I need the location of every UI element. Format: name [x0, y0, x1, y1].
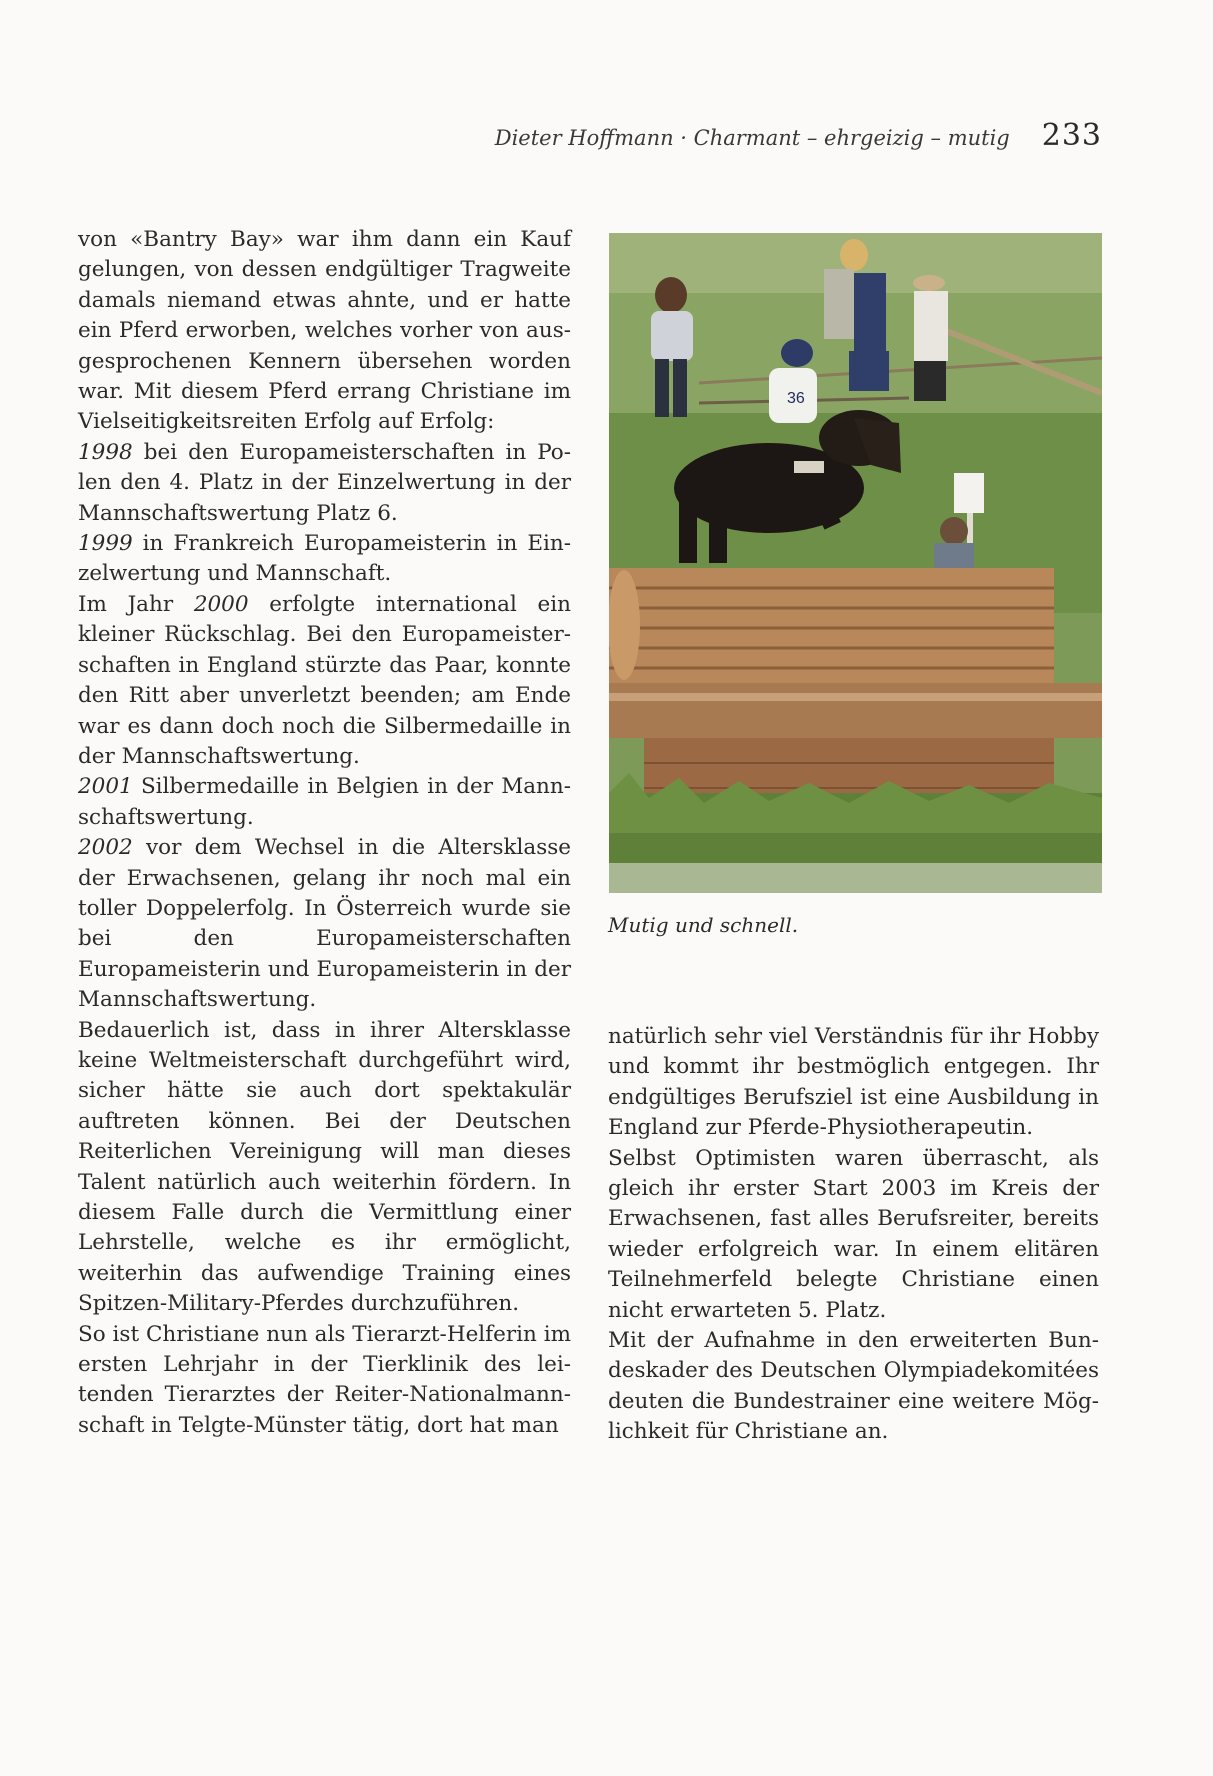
right-column: [608, 1022, 1099, 1448]
left-column: [78, 225, 571, 1441]
year: 1998: [78, 439, 133, 465]
running-header: [0, 118, 1102, 162]
paragraph: Bedauerlich ist, dass in ihrer Altersklasse keine Weltmeisterschaft durchgeführt wird, sicher hätte sie auch dort spektakulär auftreten können. Bei der Deutschen Reiterlichen Vereinigung will man dieses Talent natürlich auch weiterhin fördern. In diesem Falle durch die Vermittlung einer Lehrstelle, welche es ihr ermöglicht, weiterhin das aufwendige Training eines Spitzen-Military-Pferdes durchzuführen.: [78, 1017, 571, 1317]
page-number: 233: [1041, 118, 1102, 153]
running-title: Dieter Hoffmann · Charmant – ehrgeizig – mutig: [494, 126, 1010, 150]
year: 2002: [78, 835, 133, 861]
paragraph: So ist Christiane nun als Tierarzt-Helferin im ersten Lehrjahr in der Tierklinik des leitenden Tierarztes der Reiter-Nationalmannschaft in Telgte-Münster tätig, dort hat man: [78, 1321, 571, 1438]
paragraph: 2002 vor dem Wechsel in die Altersklasse der Erwachsenen, gelang ihr noch mal ein toller Doppelerfolg. In Österreich wurde sie bei den Europameisterschaften Europameisterin und Europameisterin in der Mannschaftswertung.: [78, 835, 571, 1013]
paragraph: 1998 bei den Europameisterschaften in Polen den 4. Platz in der Einzelwertung in der Mannschaftswertung Platz 6.: [78, 439, 571, 526]
year: 2001: [78, 774, 133, 800]
year: 2000: [193, 591, 249, 617]
paragraph: 2001 Silbermedaille in Belgien in der Mannschaftswertung.: [78, 774, 571, 830]
paragraph: Selbst Optimisten waren überrascht, als gleich ihr erster Start 2003 im Kreis der Erwachsenen, fast alles Berufsreiter, bereits wieder erfolgreich war. In einem elitären Teilnehmerfeld belegte Christiane einen nicht erwarteten 5. Platz.: [608, 1145, 1099, 1323]
photo-horse-jumping: [609, 233, 1102, 893]
paragraph: Mit der Aufnahme in den erweiterten Bundeskader des Deutschen Olympiadekomitées deuten die Bundestrainer eine weitere Möglichkeit für Christiane an.: [608, 1328, 1099, 1445]
paragraph: von «Bantry Bay» war ihm dann ein Kauf gelungen, von dessen endgültiger Tragweite damals niemand etwas ahnte, und er hatte ein Pferd erworben, welches vorher von ausgesprochenen Kennern übersehen worden war. Mit diesem Pferd errang Christiane im Vielseitigkeitsreiten Erfolg auf Erfolg:: [78, 227, 571, 435]
svg-text:36: 36: [787, 390, 805, 407]
paragraph: natürlich sehr viel Verständnis für ihr Hobby und kommt ihr bestmöglich entgegen. Ihr endgültiges Berufsziel ist eine Ausbildung in England zur Pferde-Physiotherapeutin.: [608, 1024, 1099, 1141]
paragraph: Im Jahr 2000 erfolgte international ein kleiner Rückschlag. Bei den Europameisterschaften in England stürzte das Paar, konnte den Ritt aber unverletzt beenden; am Ende war es dann doch noch die Silbermedaille in der Mannschaftswertung.: [78, 591, 571, 769]
year: 1999: [78, 531, 133, 557]
paragraph: 1999 in Frankreich Europameisterin in Einzelwertung und Mannschaft.: [78, 531, 571, 587]
photo-caption: Mutig und schnell.: [608, 913, 799, 937]
